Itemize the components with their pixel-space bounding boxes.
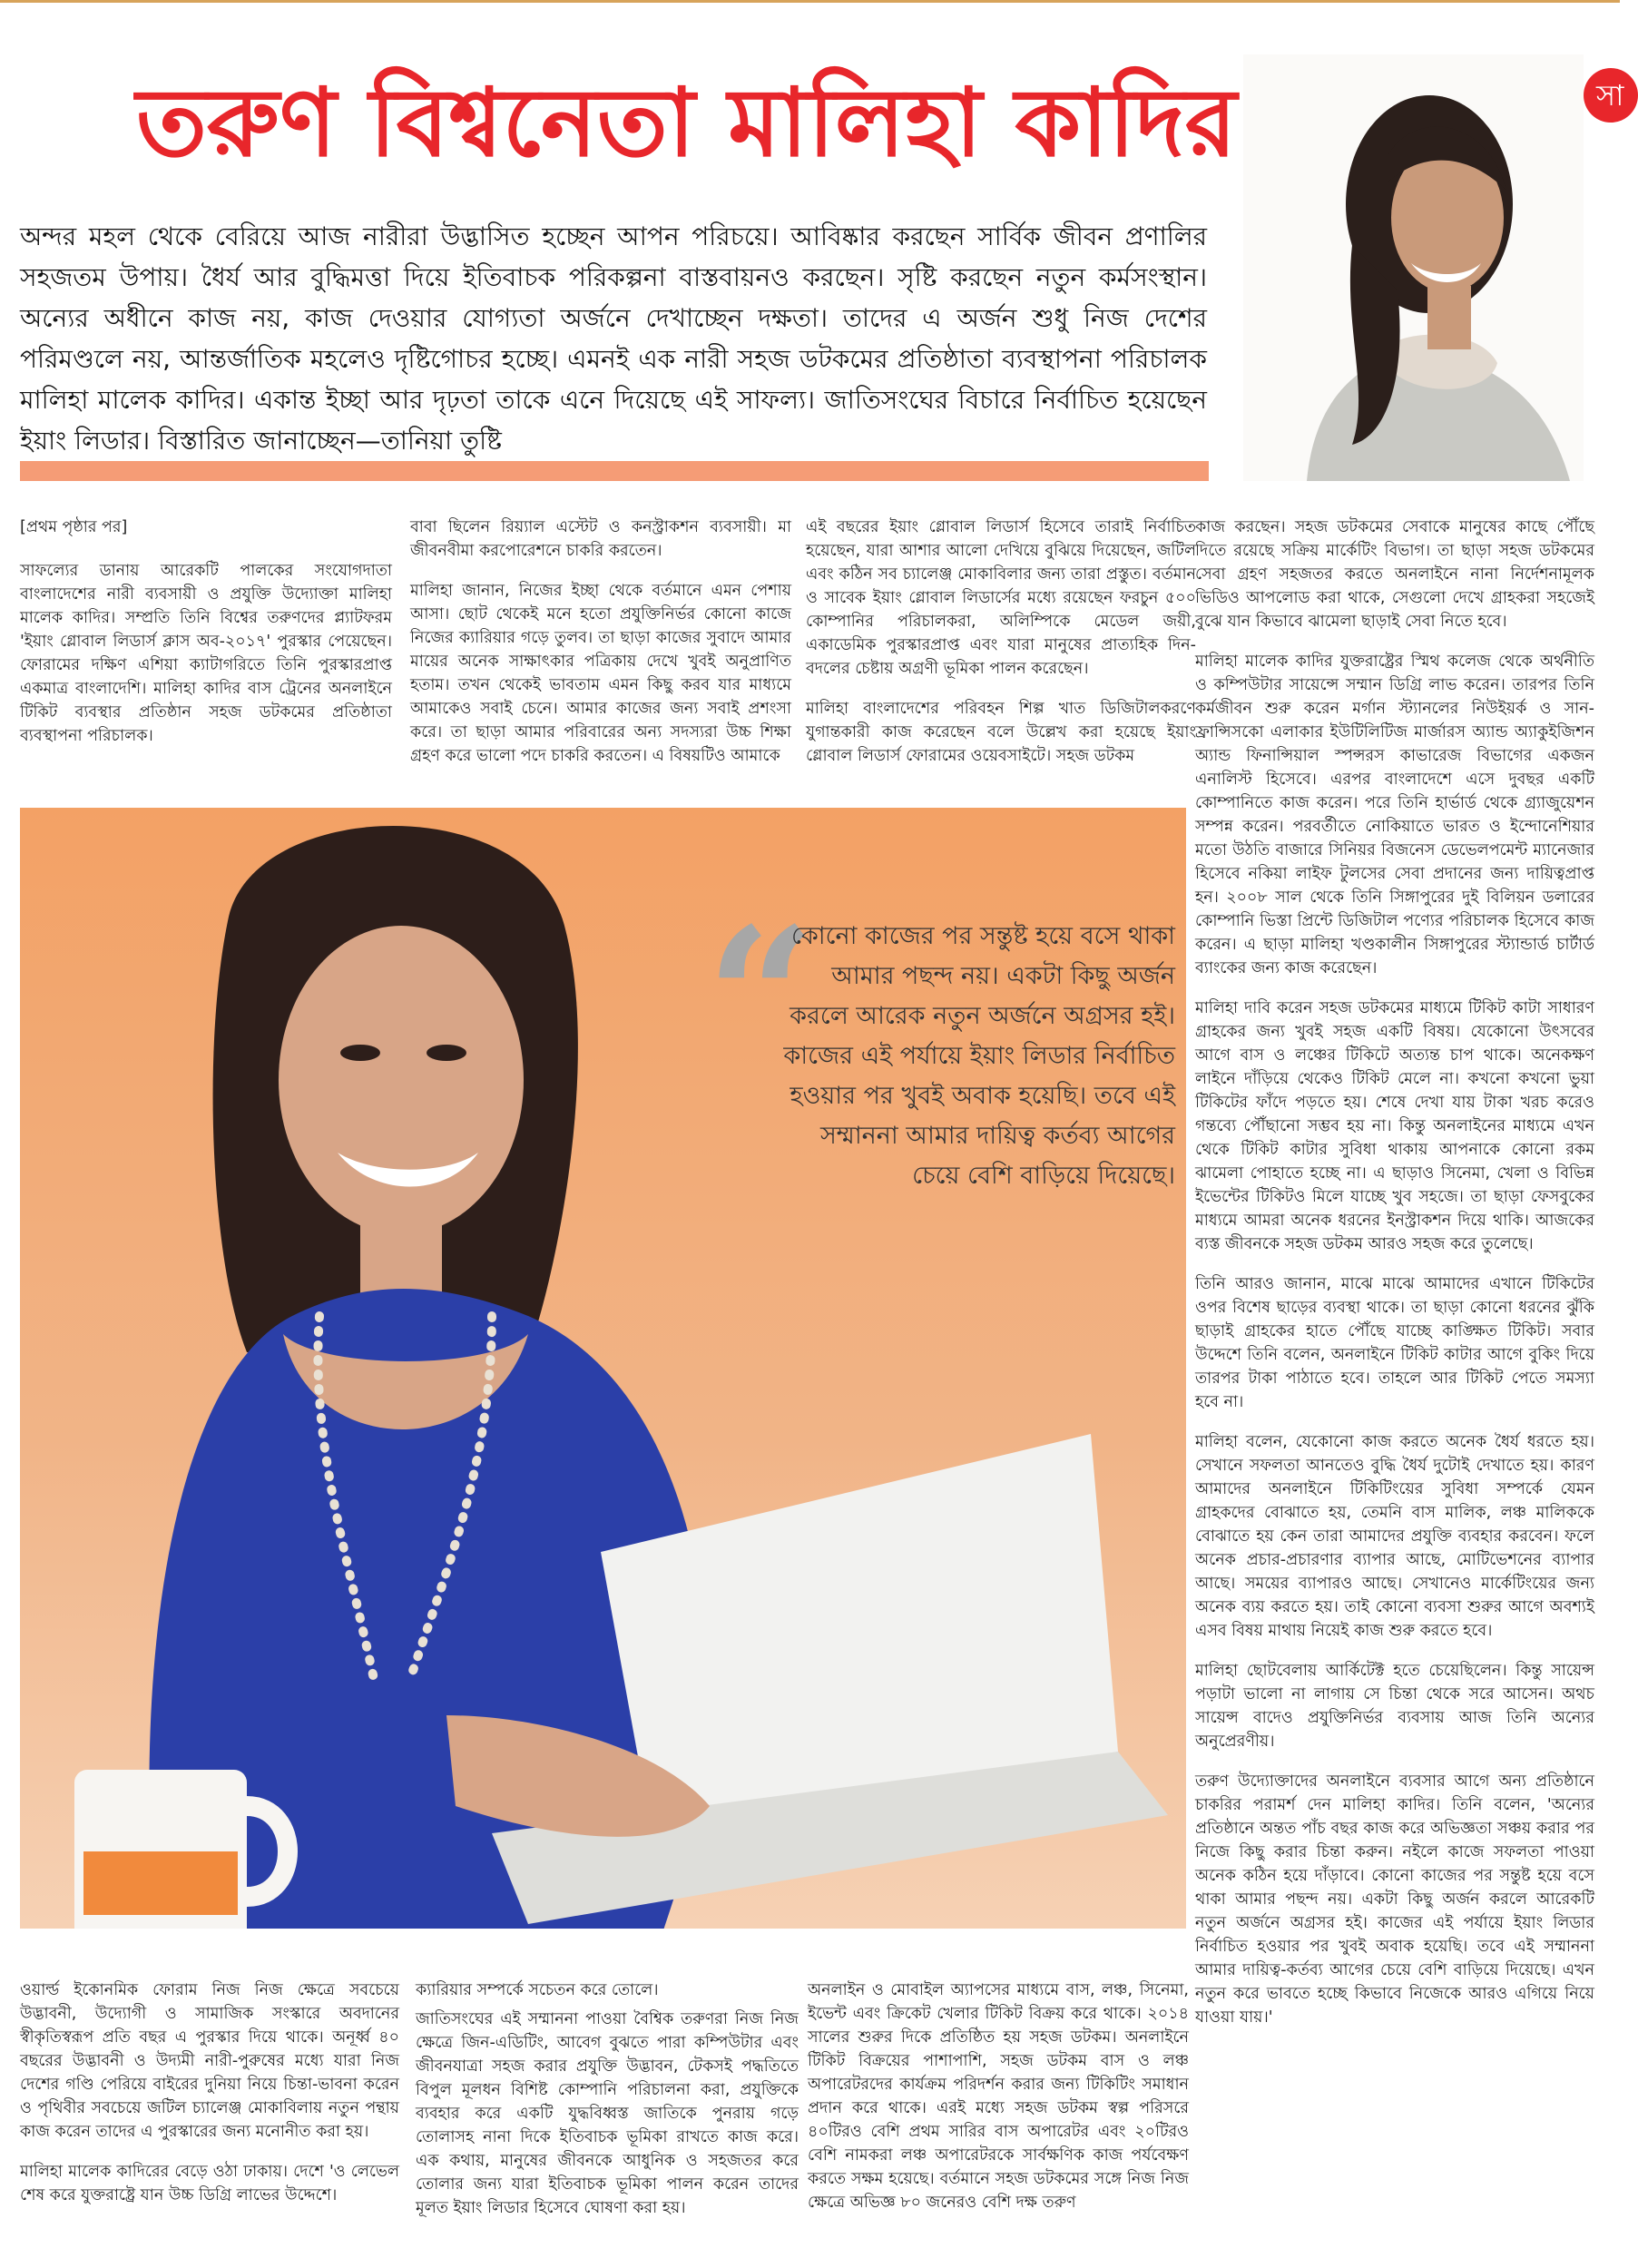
portrait-photo xyxy=(1243,54,1584,481)
quote-mark-icon: “ xyxy=(706,886,816,1110)
pull-quote: কোনো কাজের পর সন্তুষ্ট হয়ে বসে থাকা আমার পছন্দ নয়। একটা কিছু অর্জন করলে আরেক নতুন অর্জনে অগ্রসর হই। কাজের এই পর্যায়ে ইয়াং লিডার নির্বাচিত হওয়ার পর খুবই অবাক হয়েছি। তবে এই সম্মাননা আমার দায়িত্ব কর্তব্য আগের চেয়ে বেশি বাড়িয়ে দিয়েছে। xyxy=(783,922,1175,1190)
column-2-paragraph: বাবা ছিলেন রিয়্যাল এস্টেট ও কনস্ট্রাকশন ব্যবসায়ী। মা জীবনবীমা করপোরেশনে চাকরি করতেন। xyxy=(410,518,791,560)
column-3-paragraph: মালিহা বাংলাদেশের পরিবহন শিল্প খাত ডিজিটালকরণে যুগান্তকারী কাজ করেছেন বলে উল্লেখ করা হয়েছে ইয়াং গ্লোবাল লিডার্স ফোরামের ওয়েবসাইটে। সহজ ডটকম xyxy=(806,700,1196,765)
column-4-paragraph: মালিহা ছোটবেলায় আর্কিটেক্ট হতে চেয়েছিলেন। কিন্তু সায়েন্স পড়াটা ভালো না লাগায় সে চিন্তা থেকে সরে আসেন। অথচ সায়েন্স বাদেও প্রযুক্তিনির্ভর ব্যবসায় আজ তিনি অন্যের অনুপ্রেরণীয়। xyxy=(1195,1662,1594,1751)
column-4-paragraph: কাজ করছেন। সহজ ডটকমের সেবাকে মানুষের কাছে পৌঁছে দিতে রয়েছে সক্রিয় মার্কেটিং বিভাগ। তা ছাড়া সহজ ডটকমের সেবা গ্রহণ সহজতর করতে অনলাইনে নানা নির্দেশনামূলক ভিডিও আপলোড করা থাকে, সেগুলো দেখে গ্রাহকরা সহজেই বুঝে যান কিভাবে ঝামেলা ছাড়াই সেবা নিতে হবে। xyxy=(1195,518,1594,631)
column-1-paragraph: মালিহা মালেক কাদিরের বেড়ে ওঠা ঢাকায়। দেশে 'ও লেভেল শেষ করে যুক্তরাষ্ট্রে যান উচ্চ ডিগ্রি লাভের উদ্দেশে। xyxy=(20,2163,399,2204)
column-2-bottom xyxy=(416,1978,799,2236)
column-2-top xyxy=(410,515,791,784)
column-4-paragraph: মালিহা মালেক কাদির যুক্তরাষ্ট্রের স্মিথ কলেজ থেকে অর্থনীতি ও কম্পিউটার সায়েন্সে সম্মান ডিগ্রি লাভ করেন। তারপর তিনি কর্মজীবন শুরু করেন মর্গান স্ট্যানলের নিউইয়র্ক ও সান-ফ্রান্সিসকো এলাকার ইউটিলিটিজ মার্জারস অ্যান্ড অ্যাকুইজিশন অ্যান্ড ফিনান্সিয়াল স্পন্সরস কাভারেজ বিভাগের একজন এনালিস্ট হিসেবে। এরপর বাংলাদেশে এসে দুবছর একটি কোম্পানিতে কাজ করেন। পরে তিনি হার্ভার্ড থেকে গ্র্যাজুয়েশন সম্পন্ন করেন। পরবর্তীতে নোকিয়াতে ভারত ও ইন্দোনেশিয়ার মতো উঠতি বাজারে সিনিয়র বিজনেস ডেভেলপমেন্ট ম্যানেজার হিসেবে নকিয়া লাইফ টুলসের সেবা প্রদানের জন্য দায়িত্বপ্রাপ্ত হন। ২০০৮ সাল থেকে তিনি সিঙ্গাপুরের দুই বিলিয়ন ডলারের কোম্পানি ভিস্তা প্রিন্টে ডিজিটাল পণ্যের পরিচালক হিসেবে কাজ করেন। এ ছাড়া মালিহা খণ্ডকালীন সিঙ্গাপুরের স্ট্যান্ডার্ড চার্টার্ড ব্যাংকের জন্য কাজ করেছেন। xyxy=(1195,653,1594,977)
intro-divider-bar xyxy=(20,461,1209,481)
column-3-top xyxy=(806,515,1196,784)
section-tag: সা xyxy=(1584,68,1638,123)
column-4-paragraph: মালিহা দাবি করেন সহজ ডটকমের মাধ্যমে টিকিট কাটা সাধারণ গ্রাহকের জন্য খুবই সহজ একটি বিষয়। যেকোনো উৎসবের আগে বাস ও লঞ্চের টিকিটে অত্যন্ত চাপ থাকে। অনেকক্ষণ লাইনে দাঁড়িয়ে থেকেও টিকিট মেলে না। কখনো কখনো ভুয়া টিকিটের ফাঁদে পড়তে হয়। শেষে দেখা যায় টাকা খরচ করেও গন্তব্যে পৌঁছানো সম্ভব হয় না। কিন্তু অনলাইনের মাধ্যমে এখন থেকে টিকিট কাটার সুবিধা থাকায় আপনাকে কোনো রকম ঝামেলা পোহাতে হচ্ছে না। এ ছাড়াও সিনেমা, খেলা ও বিভিন্ন ইভেন্টের টিকিটও মিলে যাচ্ছে খুব সহজে। তা ছাড়া ফেসবুকের মাধ্যমে আমরা অনেক ধরনের ইনস্ট্রাকশন দিয়ে থাকি। আজকের ব্যস্ত জীবনকে সহজ ডটকম আরও সহজ করে তুলেছে। xyxy=(1195,999,1594,1253)
column-1-paragraph: ওয়ার্ল্ড ইকোনমিক ফোরাম নিজ নিজ ক্ষেত্রে সবচেয়ে উদ্ভাবনী, উদ্যোগী ও সামাজিক সংস্কারে অবদানের স্বীকৃতিস্বরূপ প্রতি বছর এ পুরস্কার দিয়ে থাকে। অনূর্ধ্ব ৪০ বছরের উদ্ভাবনী ও উদ্যমী নারী-পুরুষের মধ্যে যারা নিজ দেশের গণ্ডি পেরিয়ে বাইরের দুনিয়া নিয়ে চিন্তা-ভাবনা করেন ও পৃথিবীর সবচেয়ে জটিল চ্যালেঞ্জ মোকাবিলায় নতুন পন্থায় কাজ করেন তাদের এ পুরস্কারের জন্য মনোনীত করা হয়। xyxy=(20,1981,399,2141)
column-3-paragraph: এই বছরের ইয়াং গ্লোবাল লিডার্স হিসেবে তারাই নির্বাচিত হয়েছেন, যারা আশার আলো দেখিয়ে বুঝিয়ে দিয়েছেন, জটিল এবং কঠিন সব চ্যালেঞ্জ মোকাবিলার জন্য তারা প্রস্তুত। বর্তমান ও সাবেক ইয়াং গ্লোবাল লিডার্সের মধ্যে রয়েছেন ফরচুন ৫০০ কোম্পানির পরিচালকরা, অলিম্পিকে মেডেল জয়ী, একাডেমিক পুরস্কারপ্রাপ্ত এবং যারা মানুষের প্রাত্যহিক দিন-বদলের চেষ্টায় অগ্রণী ভূমিকা পালন করেছেন। xyxy=(806,518,1196,678)
headline: তরুণ বিশ্বনেতা মালিহা কাদির xyxy=(136,66,1237,178)
column-2-paragraph: ক্যারিয়ার সম্পর্কে সচেতন করে তোলে। xyxy=(416,1981,659,1999)
continued-from-front-page: [প্রথম পৃষ্ঠার পর] xyxy=(20,518,128,536)
portrait-illustration xyxy=(1243,54,1584,481)
column-1-top xyxy=(20,515,392,764)
column-2-paragraph: মালিহা জানান, নিজের ইচ্ছা থেকে বর্তমানে এমন পেশায় আসা। ছোট থেকেই মনে হতো প্রযুক্তিনির্ভর কোনো কাজে নিজের ক্যারিয়ার গড়ে তুলব। তা ছাড়া কাজের সুবাদে আমার মায়ের অনেক সাক্ষাৎকার পত্রিকায় দেখে খুবই অনুপ্রাণিত হতাম। তখন থেকেই ভাবতাম এমন কিছু করব যার মাধ্যমে আমাকেও সবাই চেনে। আমার কাজের জন্য সবাই প্রশংসা করে। তা ছাড়া আমার পরিবারের অন্য সদস্যরা উচ্চ শিক্ষা গ্রহণ করে ভালো পদে চাকরি করতেন। এ বিষয়টিও আমাকে xyxy=(410,582,791,765)
column-4-paragraph: মালিহা বলেন, যেকোনো কাজ করতে অনেক ধৈর্য ধরতে হয়। সেখানে সফলতা আনতেও বুদ্ধি ধৈর্য দুটোই দেখাতে হয়। কারণ আমাদের অনলাইনে টিকিটিংয়ের সুবিধা সম্পর্কে যেমন গ্রাহকদের বোঝাতে হয়, তেমনি বাস মালিক, লঞ্চ মালিককে বোঝাতে হয় কেন তারা আমাদের প্রযুক্তি ব্যবহার করবেন। ফলে অনেক প্রচার-প্রচারণার ব্যাপার আছে, মোটিভেশনের ব্যাপার আছে। সময়ের ব্যাপারও আছে। সেখানেও মার্কেটিংয়ের জন্য অনেক ব্যয় করতে হয়। তাই কোনো ব্যবসা শুরুর আগে অবশ্যই এসব বিষয় মাথায় নিয়েই কাজ শুরু করতে হবে। xyxy=(1195,1433,1594,1640)
column-1-paragraph: সাফল্যের ডানায় আরেকটি পালকের সংযোগদাতা বাংলাদেশের নারী ব্যবসায়ী ও প্রযুক্তি উদ্যোক্তা মালিহা মালেক কাদির। সম্প্রতি তিনি বিশ্বের তরুণদের প্ল্যাটফরম 'ইয়াং গ্লোবাল লিডার্স ক্লাস অব-২০১৭' পুরস্কার পেয়েছেন। ফোরামের দক্ষিণ এশিয়া ক্যাটাগরিতে তিনি পুরস্কারপ্রাপ্ত একমাত্র বাংলাদেশি। মালিহা কাদির বাস ট্রেনের অনলাইনে টিকিট ব্যবস্থার প্রতিষ্ঠান সহজ ডটকমের প্রতিষ্ঠাতা ব্যবস্থাপনা পরিচালক। xyxy=(20,562,392,745)
column-3-paragraph: অনলাইন ও মোবাইল অ্যাপসের মাধ্যমে বাস, লঞ্চ, সিনেমা, ইভেন্ট এবং ক্রিকেট খেলার টিকিট বিক্রয় করে থাকে। ২০১৪ সালের শুরুর দিকে প্রতিষ্ঠিত হয় সহজ ডটকম। অনলাইনে টিকিট বিক্রয়ের পাশাপাশি, সহজ ডটকম বাস ও লঞ্চ অপারেটরদের কার্যক্রম পরিদর্শন করার জন্য টিকিটিং সমাধান প্রদান করে থাকে। এরই মধ্যে সহজ ডটকম স্বল্প পরিসরে ৪০টিরও বেশি প্রথম সারির বাস অপারেটর এবং ২০টিরও বেশি নামকরা লঞ্চ অপারেটরকে সার্বক্ষণিক কাজ পর্যবেক্ষণ করতে সক্ষম হয়েছে। বর্তমানে সহজ ডটকমের সঙ্গে নিজ নিজ ক্ষেত্রে অভিজ্ঞ ৮০ জনেরও বেশি দক্ষ তরুণ xyxy=(808,1981,1189,2212)
column-4 xyxy=(1195,515,1594,2046)
intro-paragraph: অন্দর মহল থেকে বেরিয়ে আজ নারীরা উদ্ভাসিত হচ্ছেন আপন পরিচয়ে। আবিষ্কার করছেন সার্বিক জীবন প্রণালির সহজতম উপায়। ধৈর্য আর বুদ্ধিমত্তা দিয়ে ইতিবাচক পরিকল্পনা বাস্তবায়নও করছেন। সৃষ্টি করছেন নতুন কর্মসংস্থান। অন্যের অধীনে কাজ নয়, কাজ দেওয়ার যোগ্যতা অর্জনে দেখাচ্ছেন দক্ষতা। তাদের এ অর্জন শুধু নিজ দেশের পরিমণ্ডলে নয়, আন্তর্জাতিক মহলেও দৃষ্টিগোচর হচ্ছে। এমনই এক নারী সহজ ডটকমের প্রতিষ্ঠাতা ব্যবস্থাপনা পরিচালক মালিহা মালেক কাদির। একান্ত ইচ্ছা আর দৃঢ়তা তাকে এনে দিয়েছে এই সাফল্য। জাতিসংঘের বিচারে নির্বাচিত হয়েছেন ইয়াং লিডার। বিস্তারিত জানাচ্ছেন—তানিয়া তুষ্টি xyxy=(20,221,1207,456)
column-3-bottom xyxy=(808,1978,1189,2231)
top-rule xyxy=(0,0,1620,3)
column-4-paragraph: তরুণ উদ্যোক্তাদের অনলাইনে ব্যবসার আগে অন্য প্রতিষ্ঠানে চাকরির পরামর্শ দেন মালিহা কাদির। তিনি বলেন, 'অন্যের প্রতিষ্ঠানে অন্তত পাঁচ বছর কাজ করে অভিজ্ঞতা সঞ্চয় করার পর নিজে কিছু করার চিন্তা করুন। নইলে কাজে সফলতা পাওয়া অনেক কঠিন হয়ে দাঁড়াবে। কোনো কাজের পর সন্তুষ্ট হয়ে বসে থাকা আমার পছন্দ নয়। একটা কিছু অর্জন করলে আরেকটি নতুন অর্জনে অগ্রসর হই। কাজের এই পর্যায়ে ইয়াং লিডার নির্বাচিত হওয়ার পর খুবই অবাক হয়েছি। তবে এই সম্মাননা আমার দায়িত্ব-কর্তব্য আগের চেয়ে বেশি বাড়িয়ে দিয়েছে। এখন নতুন করে ভাবতে হচ্ছে কিভাবে নিজেকে আরও এগিয়ে নিয়ে যাওয়া যায়।' xyxy=(1195,1772,1594,2027)
column-2-paragraph: জাতিসংঘের এই সম্মাননা পাওয়া বৈশ্বিক তরুণরা নিজ নিজ ক্ষেত্রে জিন-এডিটিং, আবেগ বুঝতে পারা কম্পিউটার এবং জীবনযাত্রা সহজ করার প্রযুক্তি উদ্ভাবন, টেকসই পদ্ধতিতে বিপুল মূলধন বিশিষ্ট কোম্পানি পরিচালনা করা, প্রযুক্তিকে ব্যবহার করে একটি যুদ্ধবিধ্বস্ত জাতিকে পুনরায় গড়ে তোলাসহ নানা দিকে ইতিবাচক ভূমিকা রাখতে কাজ করে। এক কথায়, মানুষের জীবনকে আধুনিক ও সহজতর করে তোলার জন্য যারা ইতিবাচক ভূমিকা পালন করেন তাদের মূলত ইয়াং লিডার হিসেবে ঘোষণা করা হয়। xyxy=(416,2010,799,2217)
column-1-bottom xyxy=(20,1978,399,2224)
column-4-paragraph: তিনি আরও জানান, মাঝে মাঝে আমাদের এখানে টিকিটের ওপর বিশেষ ছাড়ের ব্যবস্থা থাকে। তা ছাড়া কোনো ধরনের ঝুঁকি ছাড়াই গ্রাহকের হাতে পৌঁছে যাচ্ছে কাঙ্ক্ষিত টিকিট। সবার উদ্দেশে তিনি বলেন, অনলাইনে টিকিট কাটার আগে বুকিং দিয়ে তারপর টাকা পাঠাতে হবে। তাহলে আর টিকিট পেতে সমস্যা হবে না। xyxy=(1195,1275,1594,1411)
